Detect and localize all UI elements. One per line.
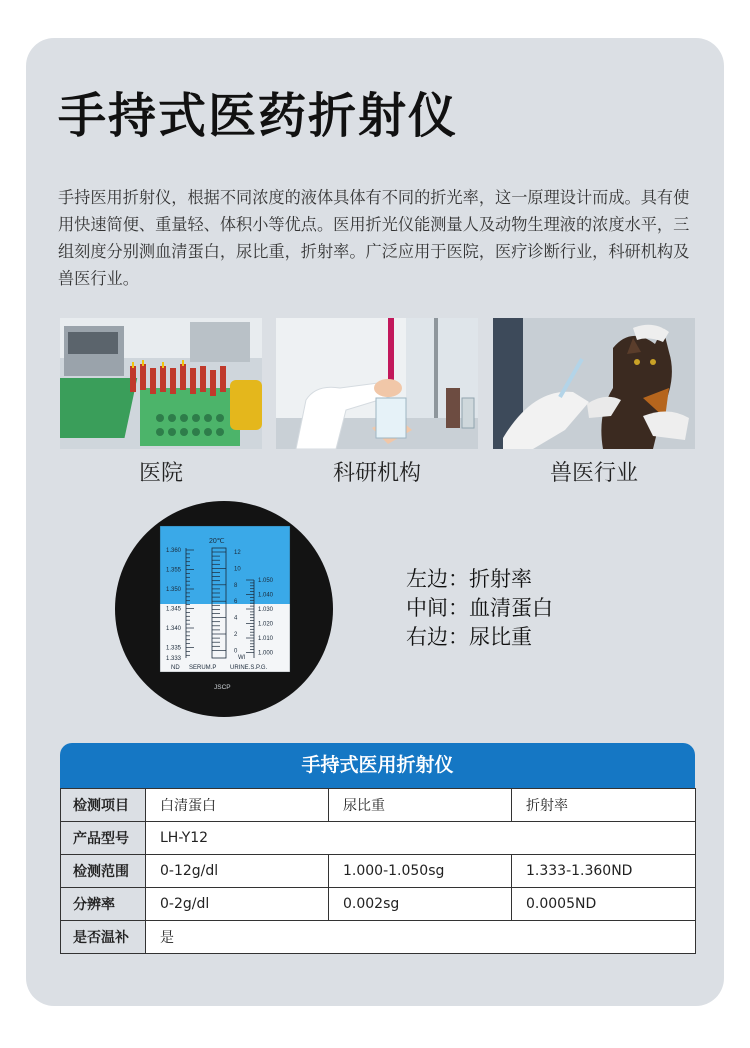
nd-tick-label: 1.350 [166, 587, 182, 593]
scope-nd-caption: ND [171, 665, 180, 671]
veterinary-photo [493, 318, 695, 449]
serum-tick-label: 10 [234, 566, 241, 573]
nd-tick-label: 1.360 [166, 548, 182, 554]
table-row [61, 789, 696, 822]
table-cell: LH-Y12 [146, 822, 696, 855]
research-photo [276, 318, 478, 449]
table-row [61, 855, 696, 888]
spec-table-grid [60, 788, 696, 954]
nd-tick-label: 1.340 [166, 626, 182, 632]
table-cell: 白清蛋白 [146, 789, 329, 822]
legend-middle: 中间：血清蛋白 [406, 596, 553, 620]
legend-right: 右边：尿比重 [406, 625, 532, 649]
serum-tick-label: 6 [234, 599, 238, 606]
table-cell: 0-12g/dl [146, 855, 329, 888]
page-title: 手持式医药折射仪 [58, 88, 459, 144]
nd-tick-label: 1.345 [166, 606, 182, 613]
urine-tick-label: 1.050 [258, 578, 274, 584]
urine-tick-label: 1.040 [258, 592, 274, 599]
table-cell: 尿比重 [329, 789, 512, 822]
spec-table-title: 手持式医用折射仪 [60, 743, 695, 788]
row-label: 检测项目 [61, 789, 146, 822]
veterinary-caption: 兽医行业 [549, 461, 638, 486]
table-row [61, 921, 696, 954]
table-row [61, 888, 696, 921]
hospital-photo [60, 318, 262, 449]
row-label: 产品型号 [61, 822, 146, 855]
scale-legend [406, 565, 553, 652]
legend-left: 左边：折射率 [406, 567, 532, 591]
scope-serum-caption: SERUM.P [189, 665, 217, 671]
row-label: 检测范围 [61, 855, 146, 888]
urine-tick-label: 1.000 [258, 650, 274, 657]
row-label: 分辨率 [61, 888, 146, 921]
scope-wl-label: Wl [238, 655, 245, 661]
serum-tick-label: 2 [234, 632, 238, 638]
nd-tick-label: 1.355 [166, 567, 182, 574]
scope-temp-label: 20℃ [209, 538, 225, 545]
table-cell: 0.0005ND [512, 888, 696, 921]
serum-tick-label: 8 [234, 582, 238, 589]
row-label: 是否温补 [61, 921, 146, 954]
serum-tick-label: 4 [234, 615, 238, 622]
table-cell: 0.002sg [329, 888, 512, 921]
serum-tick-label: 12 [234, 550, 241, 556]
table-row [61, 822, 696, 855]
hospital-caption: 医院 [138, 461, 183, 486]
urine-tick-label: 1.030 [258, 607, 274, 613]
refractometer-scale-view [114, 500, 334, 718]
product-description: 手持医用折射仪，根据不同浓度的液体具体有不同的折光率，这一原理设计而成。具有使用快速简便、重量轻、体积小等优点。医用折光仪能测量人及动物生理液的浓度水平，三组刻度分别测血清蛋白，尿比重，折射率。广泛应用于医院，医疗诊断行业，科研机构及兽医行业。 [58, 188, 690, 288]
table-cell: 折射率 [512, 789, 696, 822]
nd-tick-label: 1.335 [166, 645, 182, 652]
scope-brand: JSCP [214, 684, 231, 691]
urine-tick-label: 1.010 [258, 636, 274, 642]
serum-tick-label: 0 [234, 648, 238, 655]
scope-urine-caption: URINE.S.P.G. [230, 665, 268, 671]
spec-table [60, 743, 695, 954]
nd-tick-label: 1.333 [166, 656, 182, 662]
table-cell: 0-2g/dl [146, 888, 329, 921]
table-cell: 是 [146, 921, 696, 954]
table-cell: 1.333-1.360ND [512, 855, 696, 888]
urine-tick-label: 1.020 [258, 621, 274, 628]
research-caption: 科研机构 [332, 461, 421, 486]
table-cell: 1.000-1.050sg [329, 855, 512, 888]
